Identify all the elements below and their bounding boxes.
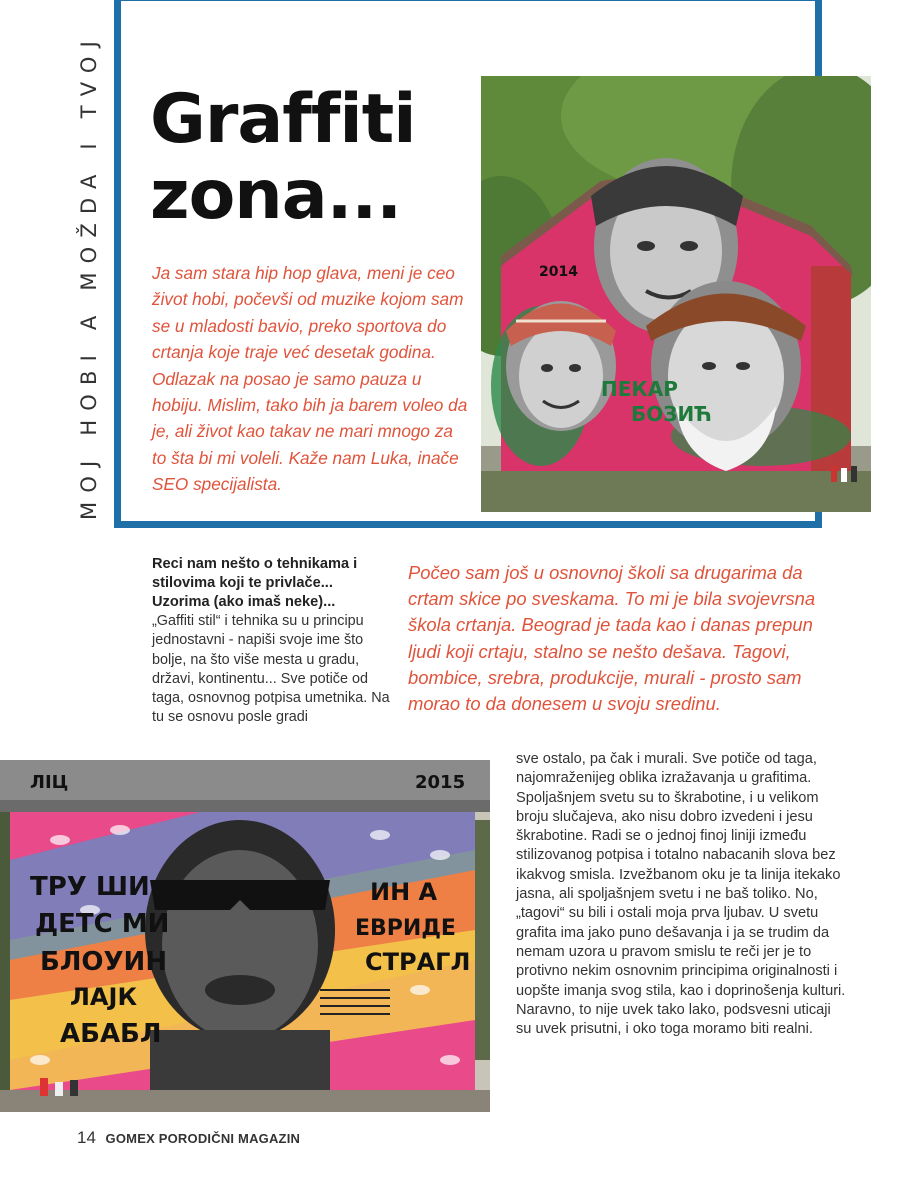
intro-paragraph: Ja sam stara hip hop glava, meni je ceo život hobi, počevši od muzike kojom sam se u mladosti bavio, preko sportova do crtanja koje traje već desetak godina. Odlazak na posao je samo pauza u hobiju. Mislim, tako bih ja barem voleo da je, ali život kao takav ne mari mnogo za to šta bi mi voleli. Kaže nam Luka, inače SEO specijalista. (152, 263, 468, 495)
box-text-left-3: БЛОУИН (40, 947, 168, 977)
title-line-1: Graffiti (150, 80, 416, 159)
mural-lettering: ПЕКАР (601, 377, 678, 401)
box-text-right-2: ЕВРИДЕ (355, 916, 456, 941)
mural-year-tag: 2014 (539, 264, 578, 280)
interview-question: Reci nam nešto o tehnikama i stilovima koji te privlače... Uzorima (ako imaš neke)... (152, 556, 358, 610)
box-text-right-1: ИН А (370, 878, 438, 906)
box-text-left-2: ДЕТС МИ (35, 909, 170, 939)
page-number: 14 (77, 1128, 96, 1147)
box-text-right-3: СТРАГЛ (365, 948, 471, 976)
mural-lettering-2: БОЗИЋ (631, 402, 712, 426)
box-tag-right: 2015 (415, 772, 466, 793)
answer-paragraph-1: „Gaffiti stil“ i tehnika su u principu jednostavni - napiši svoje ime što bolje, na što više mesta u gradu, državi, kontinentu... Sve potiče od taga, osnovnog potpisa umetnika. Na tu se osnovu posle gradi (152, 613, 390, 726)
box-text-left-4: ЛАЈК (70, 983, 138, 1011)
answer-paragraph-2: sve ostalo, pa čak i murali. Sve potiče od taga, najomraženijeg oblika izražavanja u grafitima. Spoljašnjem svetu su to škrabotine, i u velikom broju slučajeva, ako nisu dobro izvedeni i jesu škrabotine. Radi se o jednoj finoj liniji između stilizovanog potpisa i totalno nabacanih slova bez ikakvog smisla. Izvežbanom oku je ta linija itekako jasna, ali spoljašnjem svetu i ne baš toliko. No, „tagovi“ su bili i ostali moja prva ljubav. U svetu grafita ima jako puno dešavanja i ja se trudim da nemam uzora u pravom smislu te reči jer je to protivno nekim osnovnim principima originalnosti i uopšte imanja svog stila, kao i doprinošenja kulturi. Naravno, to nije uvek tako lako, podsvesni uticaji su uvek prisutni, i oko toga moramo biti realni. (516, 751, 846, 1038)
mural-photo-house (481, 76, 871, 512)
title-line-2: zona... (150, 156, 402, 235)
section-title-vertical: MOJ HOBI A MOŽDA I TVOJ (77, 31, 101, 520)
box-text-left-1: ТРУ ШИ (30, 872, 150, 902)
magazine-name: GOMEX PORODIČNI MAGAZIN (105, 1131, 301, 1146)
box-tag-left: ЛІЦ (30, 772, 69, 793)
page-footer (77, 1128, 300, 1148)
mural-photo-box (0, 760, 490, 1112)
article-title (150, 82, 470, 234)
pull-quote: Počeo sam još u osnovnoj školi sa drugarima da crtam skice po sveskama. To mi je bila svojevrsna škola crtanja. Beograd je tada kao i danas prepun ljudi koji crtaju, stalno se nešto dešava. Tagovi, bombice, srebra, produkcije, murali - prosto sam morao to da donesem u svoju sredinu. (408, 562, 816, 715)
box-text-left-5: АБАБЛ (60, 1019, 162, 1049)
